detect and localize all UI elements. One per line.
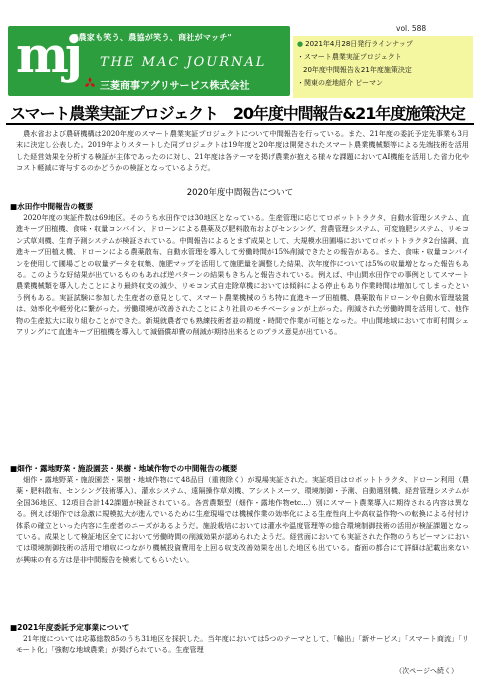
article-title: スマート農業実証プロジェクト 20年度中間報告&21年度施策決定 <box>10 104 465 123</box>
continued-note: （次ページへ続く） <box>395 667 458 675</box>
section-heading-upland: ■畑作・露地野菜・施設園芸・果樹・地域作物での中間報告の概要 <box>10 464 238 473</box>
lineup-item: ・スマート農業実証プロジェクト <box>297 53 402 61</box>
intro-paragraph: 農水省および農研機構は2020年度のスマート農業実証プロジェクトについて中間報告を行っている。また、21年度の委託予定先事業も3月末に決定し公表した。2019年よりスタートした同プロジェクトは19年度と20年度は開発されたスマート農業機械類等による先端技術を活用した経営効果を分析する検証が主体であったのに対し、21年度は各テーマを掲げ農業が抱える様々な課題においてAI機能を活用した省力化やコスト軽減に寄与するのかどうかの検証となっているようだ。 <box>16 129 469 173</box>
section-heading-paddy: ■水田作中間報告の概要 <box>10 202 94 211</box>
masthead-area <box>8 26 473 96</box>
section-body-2021: 21年度については応募総数85のうち31地区を採択した。当年度においては5つのテーマとして、「輸出」「新サービス」「スマート商流」「リモート化」「強靭な地域農業」が掲げられている。生産管理 <box>16 634 469 655</box>
round-bullet-icon: ● <box>297 40 304 48</box>
midreport-heading: 2020年度中間報告について <box>186 188 294 198</box>
lineup-box <box>293 36 473 98</box>
section-body-upland: 畑作・露地野菜・施設園芸・果樹・地域作物にて48品目（重複除く）が現場実証された。実証項目はロボットトラクタ、ドローン利用（農薬・肥料散布、センシング技術導入）、灌水システム、遠隔操作草刈機、アシストスーツ、環境制御・予測、自動選別機、経営管理システムが全国36地区、12項目合計142課題が検証されている。各営農類型（畑作・露地作物etc…）別にスマート農業導入に期待される内容は異なる。例えば畑作では急激に規模拡大が進んでいるために生産現場では機械作業の効率化による生産性向上や高収益作物への転換による付付け体系の確立といった内容に生産者のニーズがあるようだ。施設栽培においては灌水や温度管理等の総合環境制御技術の活用が検証課題となっている。成果として検証地区全てにおいて労働時間の削減効果が認められたようだ。経営面においても実証された作物のうちピーマンにおいては環境制御技術の活用で増収につながり機械投資費用を上回る収支改善効果を出した地区も出ている。畜面の都合にて詳細は記載出来ないが興味の有る方は是非中間報告を検索してもらいたい。 <box>16 475 469 564</box>
magazine-name: THE MAC JOURNAL <box>100 55 267 70</box>
masthead-banner <box>8 26 290 96</box>
lineup-item: 20年度中間報告＆21年度施策決定 <box>303 66 412 74</box>
section-heading-2021: ■2021年度委託予定事業について <box>10 623 130 632</box>
section-body-paddy: 2020年度の実証件数は69地区。そのうち水田作では30地区となっている。生産管理に応じてロボットトラクタ、自動水管理システム、直進キープ田植機、食味・収量コンバイン、ドローンによる農薬及び肥料散布およびセンシング、営農管理システム、可変施肥システム、リモコン式草刈機、生育予測システムが検証されている。中間報告によるとまず成果として、大規模水田圃場においてロボットトラクタ2台協調、直進キープ田植え機、ドローンによる農薬散布、自動水管理を導入して労働時間が15%削減できたとの報告がある。また、食味・収量コンバインを使用して圃場ごとの収量データを収集、施肥マップを活用して施肥量を調整した結果、次年度作については5%の収量増となった報告もある。このような好結果が出ているものもあれば逆パターンの結果もきちんと報告されている。例えば、中山間水田作での事例としてスマート農業機械類を導入したことにより最終収支の減少、リモコン式自走除草機においては傾斜による停止もあり作業時間は増加してしまったという例もある。実証試験に参加した生産者の意見として、スマート農業機械のうち特に直進キープ田植機、農薬散布ドローンや自動水管理装置は、効率化や軽労化に繋がった。労働環境が改善されたことにより社員のモチベーションが上がった。削減された労働時間を活用して、他作物の生産拡大に取り組むことができた。新規就農者でも熟練技術者並の精度・時間で作業が可能となった。中山間地域において市町村間シェアリングにて直進キープ田植機を導入して減価償却費の削減が期待出来るとのプラス意見が出ている。 <box>16 213 469 337</box>
three-diamonds-logo-icon <box>84 77 96 89</box>
lineup-item: ・関東の産地紹介 ピーマン <box>297 79 383 87</box>
company-name: 三菱商事アグリサービス株式会社 <box>100 81 250 92</box>
lineup-item: ● 2021年4月28日発行ラインナップ <box>297 40 413 48</box>
volume-number: vol. 588 <box>396 24 427 33</box>
motto: "農家も笑う、農協が笑う、商社がマッチ" <box>74 33 233 42</box>
logo-mark: mj <box>16 26 79 84</box>
title-divider <box>6 123 474 125</box>
